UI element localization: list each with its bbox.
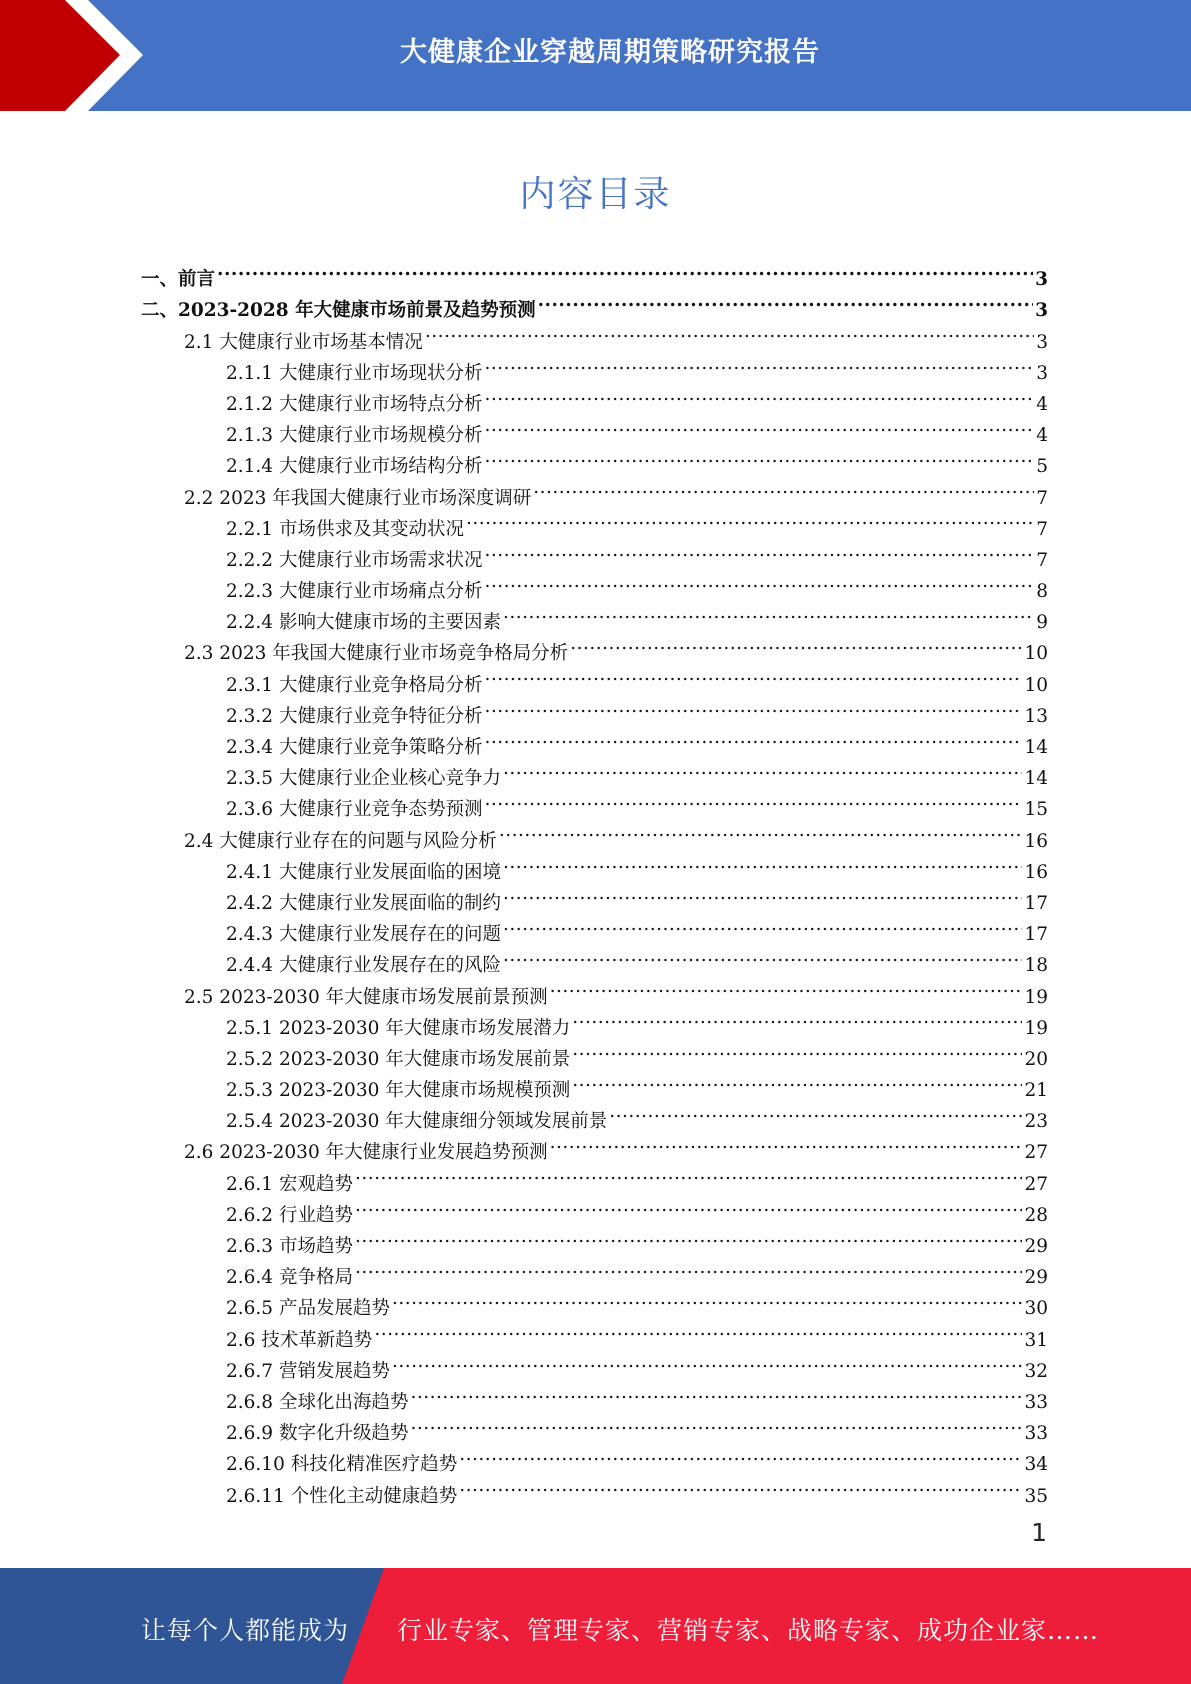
dot-leader xyxy=(572,1034,1022,1065)
toc-entry-page: 15 xyxy=(1024,799,1048,821)
toc-entry-title: 2.3.1 大健康行业竞争格局分析 xyxy=(226,674,483,696)
dot-leader xyxy=(503,940,1022,971)
toc-entry-title: 2.1.2 大健康行业市场特点分析 xyxy=(226,393,483,415)
toc-entry-page: 17 xyxy=(1024,892,1048,914)
toc-entry-page: 3 xyxy=(1035,300,1048,322)
dot-leader xyxy=(533,472,1034,503)
toc-entry-page: 4 xyxy=(1036,393,1048,415)
toc-entry-title: 2.6.5 产品发展趋势 xyxy=(226,1298,390,1320)
dot-leader xyxy=(503,909,1022,940)
toc-entry-title: 2.2.1 市场供求及其变动状况 xyxy=(226,518,464,540)
dot-leader xyxy=(466,504,1034,535)
toc-entry-title: 2.3.2 大健康行业竞争特征分析 xyxy=(226,705,483,727)
toc-entry-page: 27 xyxy=(1024,1142,1048,1164)
toc-entry-page: 20 xyxy=(1024,1048,1048,1070)
toc-entry-title: 2.6.7 营销发展趋势 xyxy=(226,1360,390,1382)
dot-leader xyxy=(570,628,1022,659)
dot-leader xyxy=(484,722,1022,753)
toc-entry-title: 2.6.10 科技化精准医疗趋势 xyxy=(226,1454,458,1476)
toc-entry-page: 19 xyxy=(1024,986,1048,1008)
dot-leader xyxy=(217,254,1033,285)
dot-leader xyxy=(355,1252,1023,1283)
toc-entry-title: 2.5.3 2023-2030 年大健康市场规模预测 xyxy=(226,1080,571,1102)
dot-leader xyxy=(550,1127,1023,1158)
dot-leader xyxy=(503,597,1034,628)
dot-leader xyxy=(550,971,1023,1002)
dot-leader xyxy=(484,566,1034,597)
toc-entry-title: 2.6.3 市场趋势 xyxy=(226,1236,353,1257)
dot-leader xyxy=(503,847,1022,878)
toc-entry-title: 2.4.2 大健康行业发展面临的制约 xyxy=(226,892,501,914)
toc-entry[interactable] xyxy=(141,285,1048,322)
toc-entry-title: 2.6.2 行业趋势 xyxy=(226,1204,353,1226)
toc-entry-page: 19 xyxy=(1024,1017,1048,1039)
toc-entry-title: 2.2.4 影响大健康市场的主要因素 xyxy=(226,612,501,634)
toc-entry-page: 27 xyxy=(1024,1173,1048,1195)
toc-entry-page: 31 xyxy=(1024,1329,1048,1351)
toc-entry-page: 7 xyxy=(1036,549,1048,571)
toc-entry-title: 2.1.4 大健康行业市场结构分析 xyxy=(226,456,483,478)
toc-entry-page: 33 xyxy=(1024,1423,1048,1445)
dot-leader xyxy=(355,1190,1023,1221)
toc-entry-title: 2.6.4 竞争格局 xyxy=(226,1267,353,1289)
toc-entry-page: 14 xyxy=(1024,768,1048,790)
toc-entry-title: 2.5.1 2023-2030 年大健康市场发展潜力 xyxy=(226,1017,571,1039)
toc-entry-page: 23 xyxy=(1024,1111,1048,1133)
toc-entry[interactable] xyxy=(141,254,1048,291)
toc-entry-title: 2.4.4 大健康行业发展存在的风险 xyxy=(226,955,501,977)
toc-entry-title: 2.1.3 大健康行业市场规模分析 xyxy=(226,425,483,447)
page-number: 1 xyxy=(1031,1518,1047,1547)
toc-heading: 内容目录 xyxy=(519,174,672,215)
toc-entry-title: 2.3 2023 年我国大健康行业市场竞争格局分析 xyxy=(184,643,569,665)
toc-entry-title: 2.5.4 2023-2030 年大健康细分领域发展前景 xyxy=(226,1111,608,1133)
chevron-logo-icon xyxy=(0,0,150,111)
dot-leader xyxy=(425,316,1034,347)
dot-leader xyxy=(484,441,1034,472)
dot-leader xyxy=(392,1283,1022,1314)
toc-entry-title: 2.1.1 大健康行业市场现状分析 xyxy=(226,362,483,384)
dot-leader xyxy=(538,285,1034,316)
toc-entry-title: 2.3.5 大健康行业企业核心竞争力 xyxy=(226,768,501,790)
dot-leader xyxy=(392,1346,1022,1377)
footer-slogan-right: 行业专家、管理专家、营销专家、战略专家、成功企业家…… xyxy=(397,1616,1100,1645)
toc-entry-title: 2.6.1 宏观趋势 xyxy=(226,1173,353,1195)
dot-leader xyxy=(484,348,1034,379)
dot-leader xyxy=(609,1096,1022,1127)
toc-entry-title: 2.6 2023-2030 年大健康行业发展趋势预测 xyxy=(184,1142,548,1164)
report-title: 大健康企业穿越周期策略研究报告 xyxy=(400,37,820,68)
toc-entry-page: 3 xyxy=(1035,269,1048,291)
toc-entry-title: 2.2 2023 年我国大健康行业市场深度调研 xyxy=(184,487,532,509)
toc-entry-page: 28 xyxy=(1024,1204,1048,1226)
toc-entry-page: 14 xyxy=(1024,737,1048,758)
toc-entry-title: 2.6.11 个性化主动健康趋势 xyxy=(226,1485,458,1507)
toc-entry-title: 2.2.3 大健康行业市场痛点分析 xyxy=(226,581,483,603)
toc-entry-title: 2.5.2 2023-2030 年大健康市场发展前景 xyxy=(226,1048,571,1070)
footer-slogan-left: 让每个人都能成为 xyxy=(141,1616,350,1645)
dot-leader xyxy=(503,753,1022,784)
toc-entry-page: 35 xyxy=(1024,1485,1048,1507)
toc-entry-page: 21 xyxy=(1024,1080,1048,1102)
toc-entry-page: 29 xyxy=(1024,1267,1048,1289)
toc-entry-title: 2.6 技术革新趋势 xyxy=(226,1329,373,1351)
dot-leader xyxy=(459,1439,1022,1470)
toc-entry-page: 16 xyxy=(1024,861,1048,883)
toc-entry-page: 18 xyxy=(1024,955,1048,977)
dot-leader xyxy=(484,691,1022,722)
toc-entry-title: 2.3.4 大健康行业竞争策略分析 xyxy=(226,737,483,758)
footer-band xyxy=(0,1568,1191,1684)
toc-entry-title: 2.5 2023-2030 年大健康市场发展前景预测 xyxy=(184,986,548,1008)
dot-leader xyxy=(355,1158,1023,1189)
toc-entry-title: 一、前言 xyxy=(141,269,216,291)
toc-entry-page: 29 xyxy=(1024,1236,1048,1257)
toc-entry-page: 7 xyxy=(1036,487,1048,509)
toc-entry-page: 34 xyxy=(1024,1454,1048,1476)
dot-leader xyxy=(572,1003,1022,1034)
dot-leader xyxy=(484,410,1034,441)
toc-entry-page: 3 xyxy=(1036,362,1048,384)
dot-leader xyxy=(410,1408,1022,1439)
dot-leader xyxy=(484,535,1034,566)
toc-entry-page: 32 xyxy=(1024,1360,1048,1382)
toc-entry-title: 2.2.2 大健康行业市场需求状况 xyxy=(226,549,483,571)
toc-entry-title: 2.4.1 大健康行业发展面临的困境 xyxy=(226,861,501,883)
toc-entry-page: 10 xyxy=(1024,674,1048,696)
dot-leader xyxy=(355,1221,1023,1252)
toc-entry-title: 2.3.6 大健康行业竞争态势预测 xyxy=(226,799,483,821)
table-of-contents xyxy=(141,254,1048,1507)
dot-leader xyxy=(572,1065,1022,1096)
header-band xyxy=(0,0,1191,111)
dot-leader xyxy=(484,379,1034,410)
toc-entry-page: 3 xyxy=(1036,331,1048,353)
dot-leader xyxy=(484,659,1022,690)
toc-entry-page: 17 xyxy=(1024,924,1048,946)
toc-entry-title: 2.4.3 大健康行业发展存在的问题 xyxy=(226,924,501,946)
toc-entry-page: 33 xyxy=(1024,1391,1048,1413)
dot-leader xyxy=(410,1377,1022,1408)
toc-entry-title: 2.6.9 数字化升级趋势 xyxy=(226,1423,409,1445)
toc-entry-page: 4 xyxy=(1036,425,1048,447)
toc-entry-title: 2.6.8 全球化出海趋势 xyxy=(226,1391,409,1413)
dot-leader xyxy=(484,784,1022,815)
toc-entry-page: 16 xyxy=(1024,830,1048,852)
toc-entry-page: 13 xyxy=(1024,705,1048,727)
toc-entry-page: 30 xyxy=(1024,1298,1048,1320)
toc-entry-page: 10 xyxy=(1024,643,1048,665)
dot-leader xyxy=(499,815,1023,846)
toc-entry-title: 2.4 大健康行业存在的问题与风险分析 xyxy=(184,830,497,852)
toc-entry-title: 2.1 大健康行业市场基本情况 xyxy=(184,331,423,353)
dot-leader xyxy=(503,878,1022,909)
dot-leader xyxy=(459,1470,1022,1501)
toc-entry-page: 9 xyxy=(1036,612,1048,634)
toc-entry-page: 8 xyxy=(1036,581,1048,603)
toc-entry-page: 5 xyxy=(1036,456,1048,478)
dot-leader xyxy=(374,1314,1022,1345)
toc-entry-page: 7 xyxy=(1036,518,1048,540)
toc-entry-title: 二、2023-2028 年大健康市场前景及趋势预测 xyxy=(141,300,536,322)
